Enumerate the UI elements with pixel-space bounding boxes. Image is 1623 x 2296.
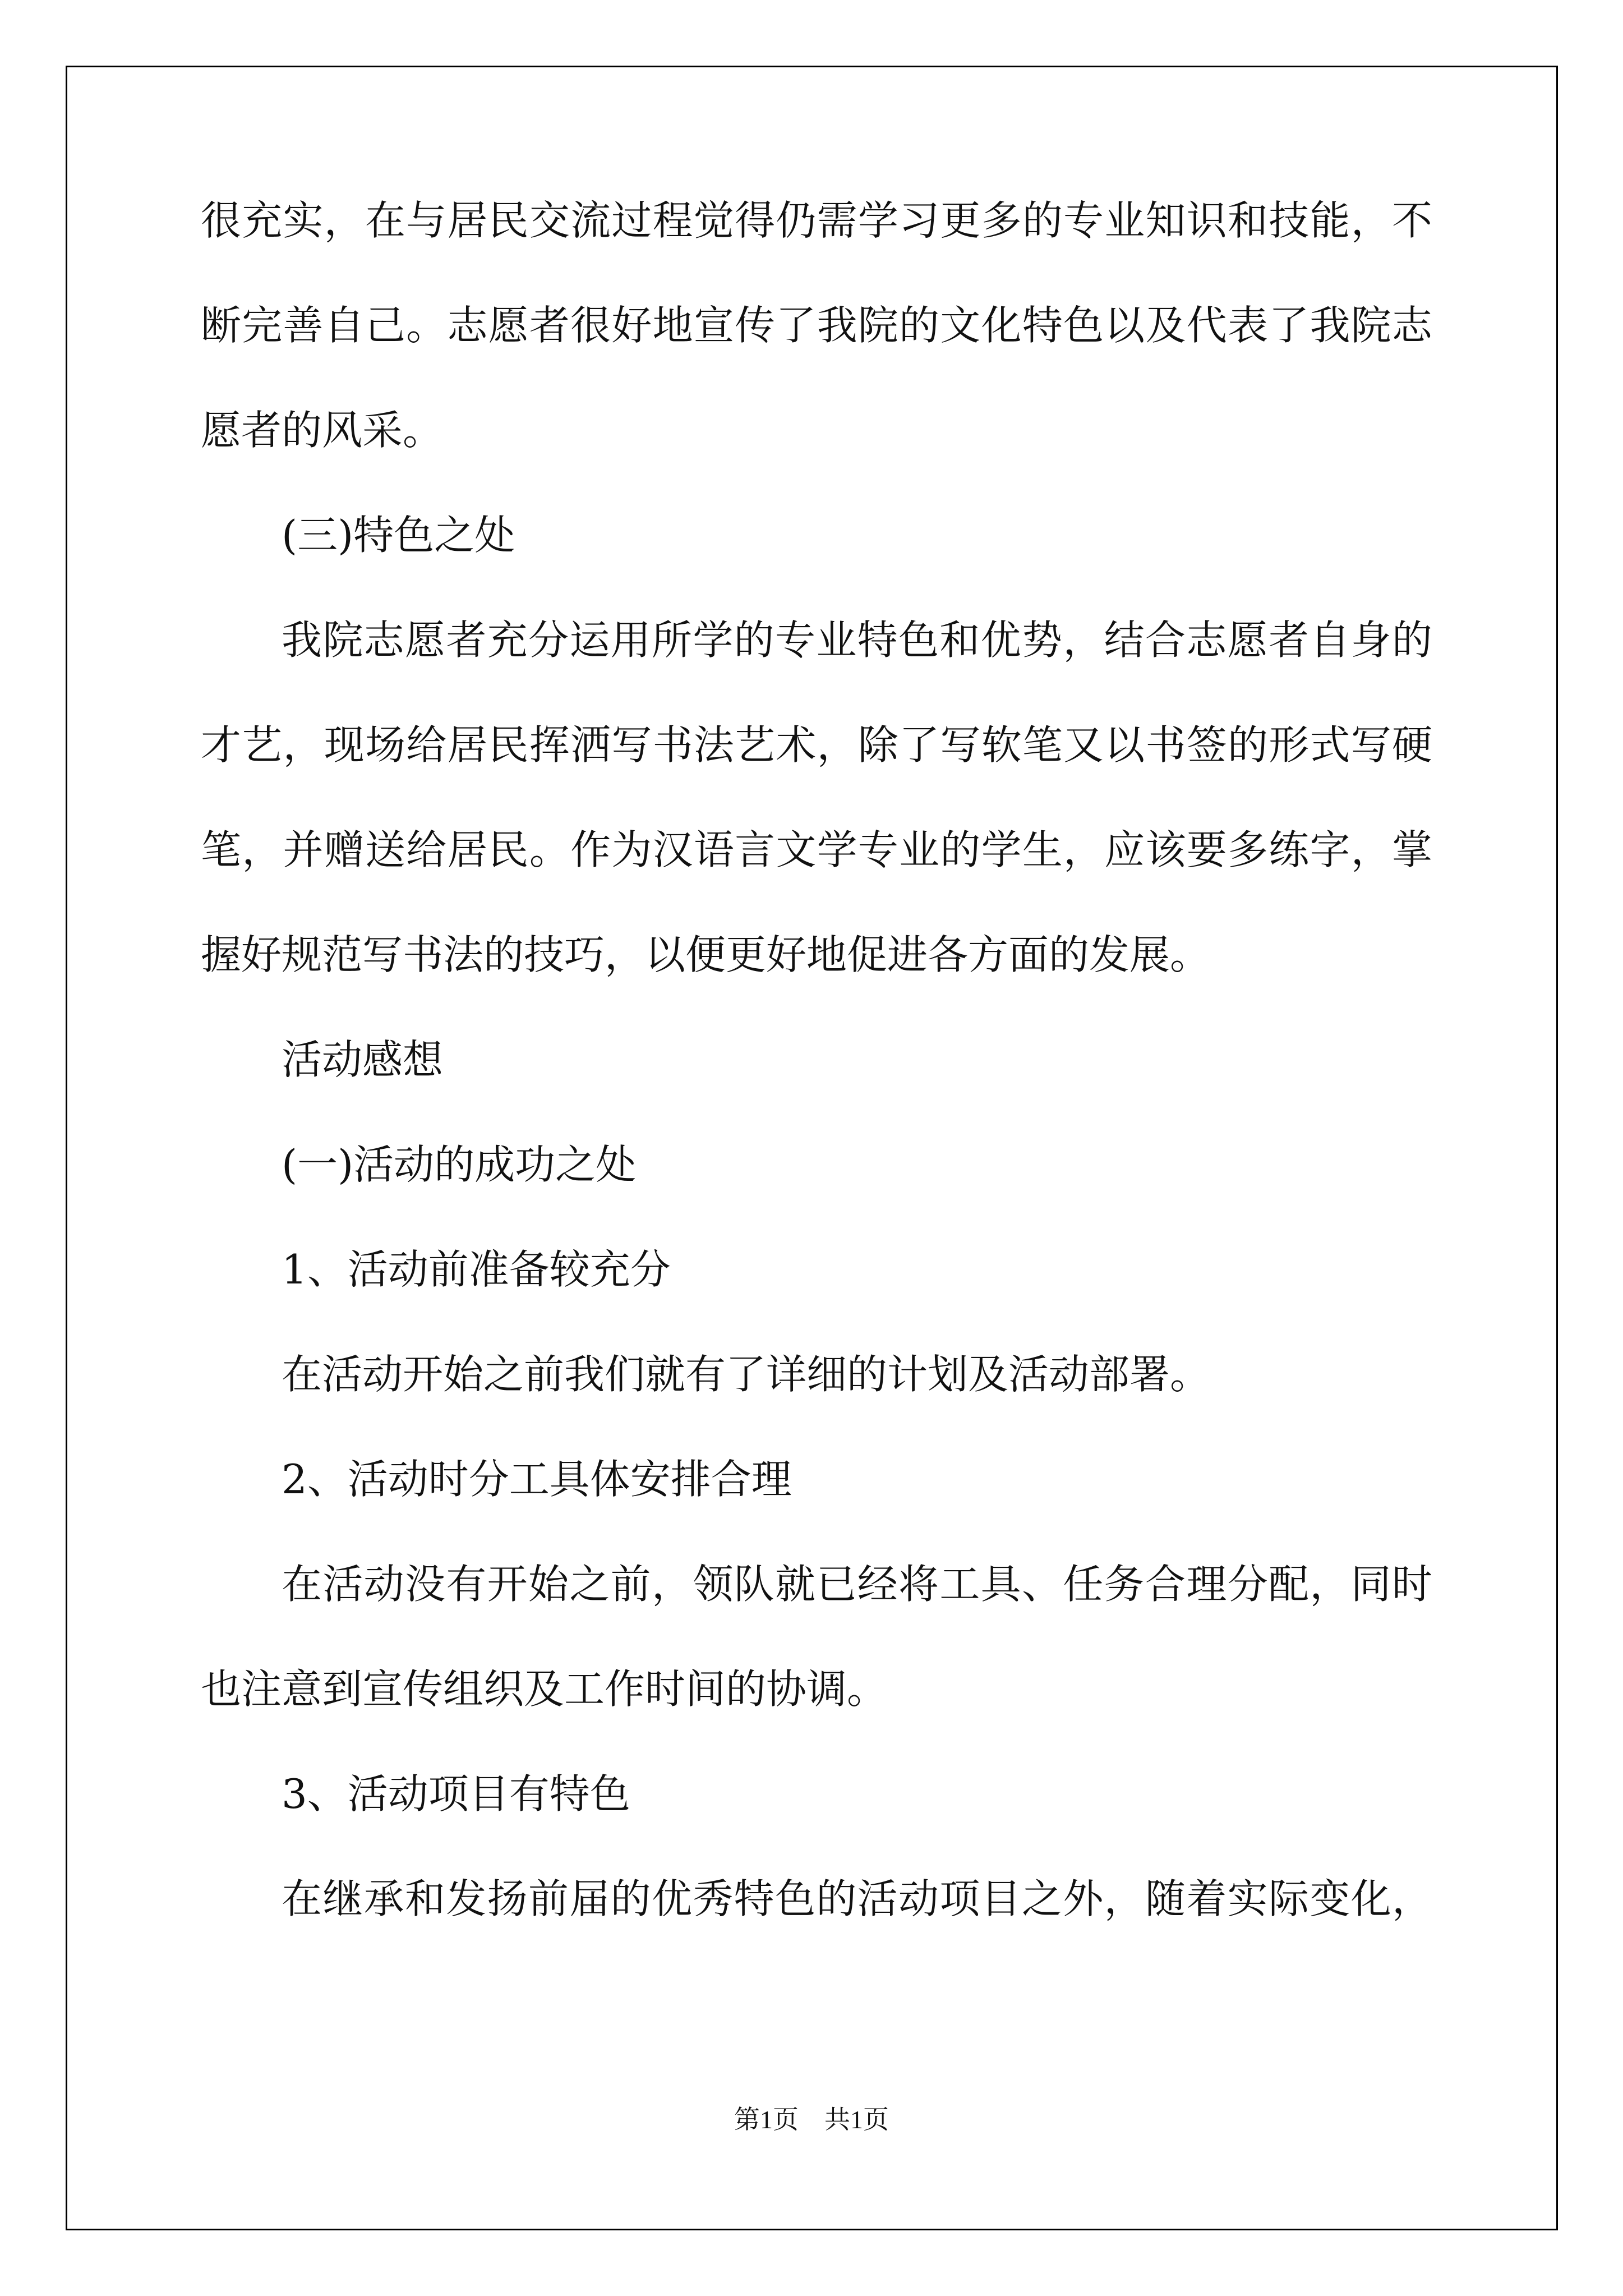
paragraph-line: 在继承和发扬前届的优秀特色的活动项目之外，随着实际变化，	[282, 1875, 1432, 1922]
paragraph-line: 很充实，在与居民交流过程觉得仍需学习更多的专业知识和技能，不	[201, 197, 1432, 244]
paragraph-line: 笔，并赠送给居民。作为汉语言文学专业的学生，应该要多练字，掌	[201, 826, 1432, 873]
paragraph-line: 也注意到宣传组织及工作时间的协调。	[201, 1665, 888, 1713]
section-heading: 2、活动时分工具体安排合理	[282, 1456, 792, 1503]
paragraph-line: 在活动开始之前我们就有了详细的计划及活动部署。	[282, 1351, 1211, 1398]
section-heading: 活动感想	[282, 1036, 444, 1083]
section-heading: (一)活动的成功之处	[282, 1141, 637, 1188]
document-body	[201, 196, 1432, 1980]
paragraph-line: 才艺，现场给居民挥洒写书法艺术，除了写软笔又以书签的形式写硬	[201, 721, 1432, 769]
paragraph-line: 在活动没有开始之前，领队就已经将工具、任务合理分配，同时	[282, 1561, 1432, 1608]
paragraph-line: 握好规范写书法的技巧，以便更好地促进各方面的发展。	[201, 931, 1211, 978]
page-number: 第1页 共1页	[734, 2105, 889, 2134]
section-heading: 1、活动前准备较充分	[282, 1246, 671, 1293]
paragraph-line: 断完善自己。志愿者很好地宣传了我院的文化特色以及代表了我院志	[201, 302, 1432, 349]
section-heading: 3、活动项目有特色	[282, 1770, 630, 1818]
section-heading: (三)特色之处	[282, 512, 515, 559]
paragraph-line: 我院志愿者充分运用所学的专业特色和优势，结合志愿者自身的	[282, 616, 1432, 664]
paragraph-line: 愿者的风采。	[201, 407, 444, 454]
